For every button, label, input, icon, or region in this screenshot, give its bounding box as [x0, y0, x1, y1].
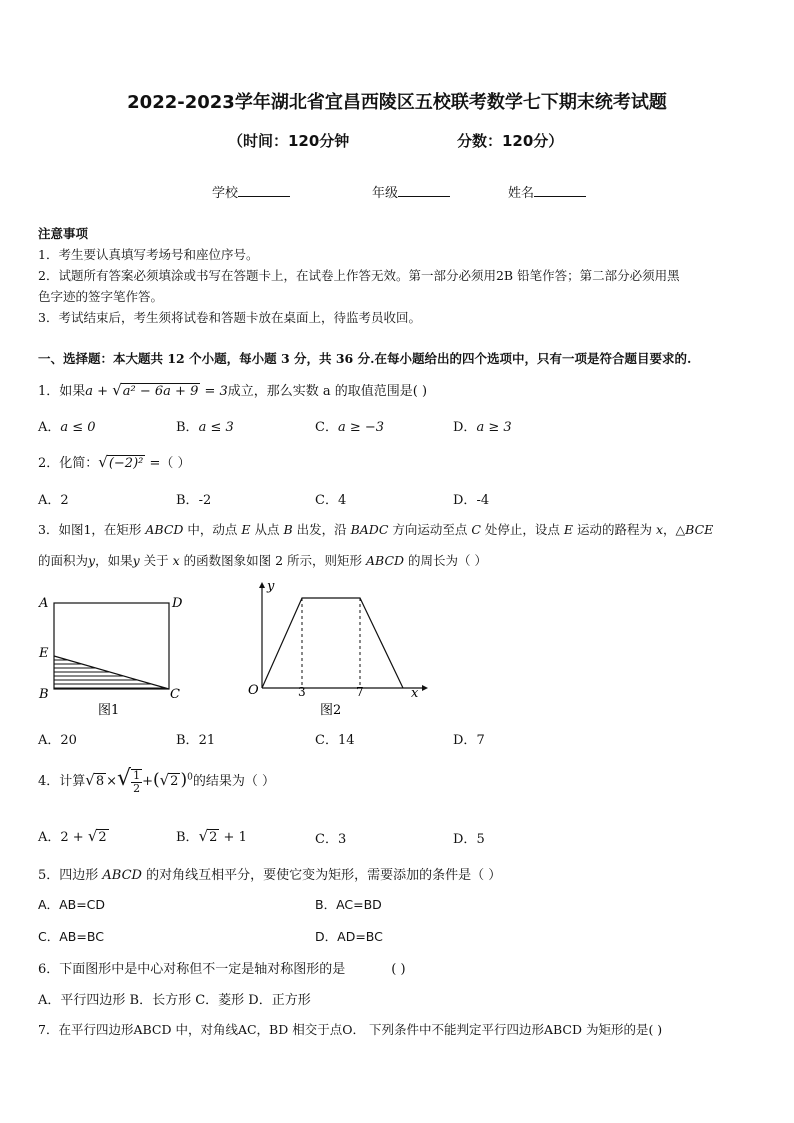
question-1-stem [38, 380, 427, 399]
q3-math: x [655, 522, 664, 537]
option-letter: C． [315, 493, 338, 508]
q3-text: 运动的路程为 [573, 522, 656, 537]
option-text: -4 [476, 493, 490, 508]
q5-option-d[interactable] [315, 927, 383, 945]
q3-text: 的面积为 [38, 553, 89, 568]
option-text: AC=BD [336, 897, 382, 912]
option-text: AD=BC [337, 929, 383, 944]
q3-text: ，如果 [95, 553, 133, 568]
school-blank [238, 184, 290, 197]
q1-suffix: 成立，那么实数 a 的取值范围是( ) [227, 384, 428, 399]
figure-1-caption: 图1 [98, 703, 120, 718]
q4-sqrt8: 8 [95, 774, 105, 789]
q4-paren-left: ( [152, 770, 160, 790]
option-letter: B． [176, 493, 199, 508]
option-text: + 1 [219, 830, 247, 845]
question-7-stem: 7．在平行四边形ABCD 中，对角线AC，BD 相交于点O． 下列条件中不能判定平行四边形ABCD 为矩形的是( ) [38, 1022, 663, 1037]
y-axis-label: y [267, 579, 275, 594]
q3-math: x [172, 553, 180, 568]
q3-text: 从点 [250, 522, 284, 537]
q2-option-c[interactable] [315, 489, 346, 508]
q4-fraction [131, 769, 142, 795]
q3-math: C [471, 522, 481, 537]
q6-text: 6．下面图形中是中心对称但不一定是轴对称图形的是 [38, 962, 346, 977]
q3-math: BCE [685, 522, 714, 537]
label-c: C [170, 687, 180, 702]
option-letter: A． [38, 897, 60, 912]
radical-sign: √ [87, 827, 98, 845]
q3-option-c[interactable] [315, 729, 355, 748]
option-letter: B． [176, 420, 199, 435]
y-axis-arrow [259, 582, 265, 588]
q3-math: E [241, 522, 251, 537]
q5-math: ABCD [102, 868, 142, 883]
label-b: B [39, 687, 49, 702]
option-letter: D． [453, 832, 477, 847]
option-text: 14 [337, 733, 355, 748]
q3-text: 的周长为（ ） [404, 553, 488, 568]
label-a: A [39, 596, 49, 611]
question-3-line-1 [38, 520, 713, 538]
option-letter: B． [176, 830, 199, 845]
school-label: 学校 [212, 186, 239, 201]
option-text: AB=CD [59, 897, 106, 912]
q3-text: 的函数图象如图 2 所示，则矩形 [179, 553, 367, 568]
option-letter: D． [453, 420, 477, 435]
option-text: AB=BC [59, 929, 104, 944]
name-field [508, 182, 586, 201]
q4-option-c[interactable] [315, 828, 346, 847]
q1-option-b[interactable] [176, 416, 234, 435]
q4-times: × [106, 774, 118, 789]
q3-option-d[interactable] [453, 729, 485, 748]
option-text: 7 [476, 733, 485, 748]
school-field [212, 182, 290, 201]
x-axis-arrow [422, 685, 428, 691]
q1-radicand: a² − 6a + 9 [122, 384, 199, 399]
q4-plus: + [142, 774, 153, 789]
q4-prefix: 4．计算 [38, 774, 86, 789]
tick-label-3: 3 [298, 685, 306, 699]
exam-score: 分数：120分） [457, 132, 564, 150]
notice-heading: 注意事项 [38, 226, 89, 241]
q3-math: BADC [350, 522, 389, 537]
x-axis-label: x [411, 686, 419, 701]
radical-sign: √ [159, 771, 170, 789]
q3-text: ，△ [663, 522, 686, 537]
exam-time: （时间：120分钟 [228, 132, 350, 150]
fraction-numerator: 1 [133, 768, 141, 782]
figure-2 [240, 576, 430, 720]
q3-text: 3．如图1，在矩形 [38, 522, 146, 537]
q1-expr-eq: = 3 [200, 384, 228, 399]
radical-sign: √ [98, 453, 108, 471]
q1-option-a[interactable] [38, 416, 96, 435]
q3-text: 中，动点 [183, 522, 242, 537]
option-text: a ≤ 0 [60, 420, 96, 435]
q3-math: y [132, 553, 140, 568]
q4-suffix: 的结果为（ ） [192, 774, 275, 789]
q2-option-d[interactable] [453, 489, 489, 508]
option-text: -2 [198, 493, 212, 508]
radical-sign: √ [85, 771, 95, 789]
q5-option-c[interactable] [38, 927, 104, 945]
q3-option-b[interactable] [176, 729, 215, 748]
q4-exponent: 0 [187, 772, 193, 783]
q3-math: ABCD [366, 553, 405, 568]
q5-option-b[interactable] [315, 895, 382, 913]
q2-option-b[interactable] [176, 489, 211, 508]
q4-option-b[interactable] [176, 826, 247, 845]
q3-text: 出发，沿 [292, 522, 351, 537]
q3-text: 处停止，设点 [480, 522, 564, 537]
q3-text: 方向运动至点 [388, 522, 472, 537]
option-text: a ≤ 3 [198, 420, 234, 435]
option-text: 20 [60, 733, 77, 748]
q1-option-d[interactable] [453, 416, 512, 435]
grade-blank [398, 184, 450, 197]
q1-expr-a: a [85, 384, 94, 399]
option-text: 5 [476, 832, 485, 847]
option-letter: A． [38, 493, 61, 508]
notice-item: 1．考生要认真填写考场号和座位序号。 [38, 247, 259, 262]
fraction-denominator: 2 [133, 781, 141, 795]
option-letter: C． [315, 832, 338, 847]
hatch-fill [50, 660, 175, 688]
option-text: 3 [337, 832, 347, 847]
option-text: a ≥ −3 [337, 420, 385, 435]
option-letter: A． [38, 830, 61, 845]
q6-options[interactable]: A．平行四边形 B．长方形 C．菱形 D．正方形 [38, 993, 311, 1008]
question-2-stem [38, 452, 191, 471]
q2-suffix: =（ ） [145, 456, 191, 471]
label-d: D [172, 596, 183, 611]
option-radicand: 2 [98, 830, 107, 845]
notice-item: 3．考试结束后，考生须将试卷和答题卡放在桌面上，待监考员收回。 [38, 310, 421, 325]
option-letter: C． [315, 420, 338, 435]
name-label: 姓名 [508, 186, 535, 201]
q5-text: 5．四边形 [38, 868, 103, 883]
q4-sqrt2: 2 [170, 774, 179, 789]
question-3-line-2 [38, 551, 487, 569]
q3-math: y [88, 553, 96, 568]
option-letter: D． [315, 929, 338, 944]
option-letter: D． [453, 493, 477, 508]
label-e: E [39, 646, 49, 661]
question-4-stem [38, 766, 275, 795]
option-letter: D． [453, 733, 477, 748]
option-text: 21 [198, 733, 216, 748]
question-5-stem [38, 864, 501, 883]
option-letter: A． [38, 420, 61, 435]
section-heading: 一、选择题：本大题共 12 个小题，每小题 3 分，共 36 分.在每小题给出的四个选项中，只有一项是符合题目要求的. [38, 351, 692, 366]
q4-option-a[interactable] [38, 826, 109, 845]
grade-field [372, 182, 450, 201]
radical-sign: √ [112, 381, 122, 399]
option-text: 4 [337, 493, 347, 508]
q1-option-c[interactable] [315, 416, 384, 435]
exam-title: 2022-2023学年湖北省宜昌西陵区五校联考数学七下期末统考试题 [127, 92, 667, 113]
q3-math: E [563, 522, 574, 537]
q4-option-d[interactable] [453, 828, 485, 847]
question-6-stem [38, 958, 406, 977]
q5-option-a[interactable] [38, 895, 105, 913]
option-text: 2 + [60, 830, 88, 845]
q1-prefix: 1．如果 [38, 384, 86, 399]
q2-radicand: (−2)² [108, 456, 144, 471]
q6-blank: ( ) [391, 962, 406, 977]
q4-paren-right: ) [180, 770, 188, 790]
q2-option-a[interactable] [38, 489, 69, 508]
function-graph [262, 598, 403, 688]
option-text: a ≥ 3 [476, 420, 512, 435]
radical-sign: √ [198, 827, 209, 845]
figure-2-caption: 图2 [320, 703, 342, 718]
figure-1 [30, 590, 200, 720]
option-text: 2 [60, 493, 69, 508]
q2-prefix: 2．化简： [38, 456, 99, 471]
radical-sign: √ [117, 766, 132, 791]
option-letter: C． [38, 929, 60, 944]
q3-text: 关于 [139, 553, 173, 568]
origin-label: O [248, 683, 259, 698]
name-blank [534, 184, 586, 197]
q5-text: 的对角线互相平分，要使它变为矩形，需要添加的条件是（ ） [141, 868, 502, 883]
notice-item: 色字迹的签字笔作答。 [38, 289, 164, 304]
q3-math: ABCD [145, 522, 184, 537]
option-letter: C． [315, 733, 338, 748]
option-letter: B． [176, 733, 199, 748]
q3-math: B [283, 522, 293, 537]
option-letter: B． [315, 897, 337, 912]
notice-item: 2．试题所有答案必须填涂或书写在答题卡上，在试卷上作答无效。第一部分必须用2B 铅笔作答；第二部分必须用黑 [38, 268, 680, 283]
tick-label-7: 7 [356, 685, 364, 699]
grade-label: 年级 [372, 186, 399, 201]
q1-expr-plus: + [93, 384, 113, 399]
option-letter: A． [38, 733, 61, 748]
option-radicand: 2 [209, 830, 218, 845]
q3-option-a[interactable] [38, 729, 77, 748]
